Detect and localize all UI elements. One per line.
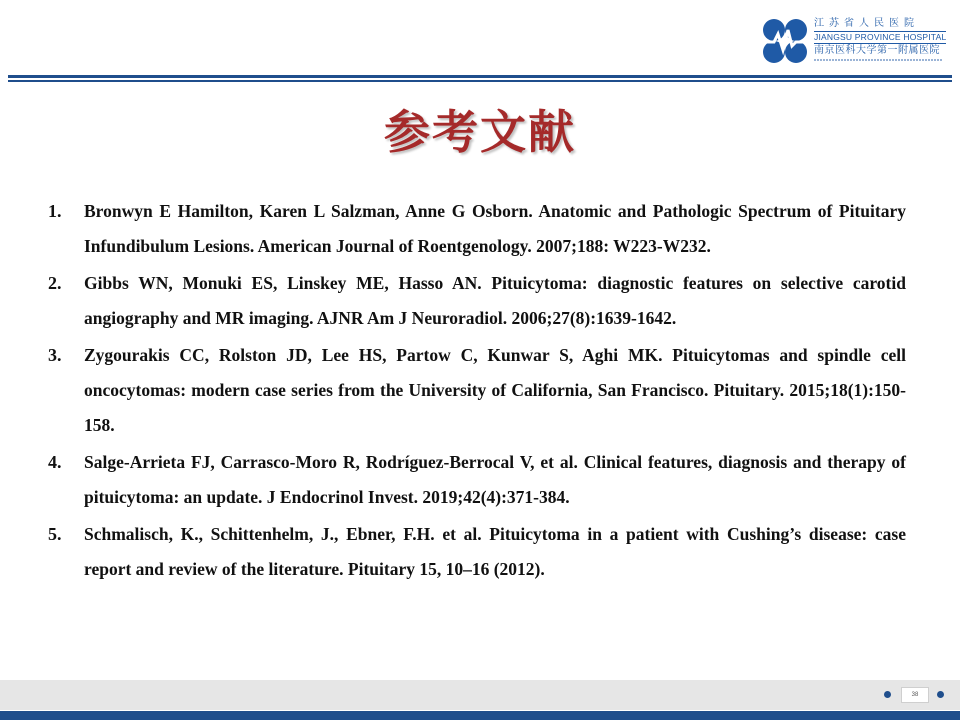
reference-number: 3. <box>48 345 62 365</box>
reference-number: 4. <box>48 452 62 472</box>
reference-item <box>48 338 906 443</box>
page-number: 38 <box>901 687 929 703</box>
reference-text: Bronwyn E Hamilton, Karen L Salzman, Anne G Osborn. Anatomic and Pathologic Spectrum of Pituitary Infundibulum Lesions. American Journal of Roentgenology. 2007;188: W223-W232. <box>84 201 906 256</box>
header-divider <box>8 75 952 78</box>
reference-item <box>48 266 906 336</box>
logo-fine-print <box>814 59 942 61</box>
reference-item <box>48 194 906 264</box>
logo-english-name: JIANGSU PROVINCE HOSPITAL <box>814 32 947 42</box>
reference-text: Zygourakis CC, Rolston JD, Lee HS, Partow C, Kunwar S, Aghi MK. Pituicytomas and spindle cell oncocytomas: modern case series from the University of California, San Francisco. Pituitary. 2015;18(1):150-158. <box>84 345 906 435</box>
hospital-logo <box>760 14 946 68</box>
logo-text <box>814 18 946 61</box>
reference-list <box>48 194 906 589</box>
reference-number: 1. <box>48 201 62 221</box>
reference-item <box>48 445 906 515</box>
reference-text: Schmalisch, K., Schittenhelm, J., Ebner, F.H. et al. Pituicytoma in a patient with Cushing’s disease: case report and review of the literature. Pituitary 15, 10–16 (2012). <box>84 524 906 579</box>
nav-dot-icon <box>884 691 891 698</box>
footer-band <box>0 680 960 710</box>
reference-number: 2. <box>48 273 62 293</box>
logo-affiliation: 南京医科大学第一附属医院 <box>814 45 940 56</box>
hospital-emblem-icon <box>760 16 810 66</box>
header-divider-thin <box>8 80 952 82</box>
footer-bar <box>0 711 960 720</box>
reference-text: Gibbs WN, Monuki ES, Linskey ME, Hasso AN. Pituicytoma: diagnostic features on selective carotid angiography and MR imaging. AJNR Am J Neuroradiol. 2006;27(8):1639-1642. <box>84 273 906 328</box>
nav-dot-icon <box>937 691 944 698</box>
reference-number: 5. <box>48 524 62 544</box>
logo-chinese-name: 江苏省人民医院 <box>814 18 919 29</box>
reference-item <box>48 517 906 587</box>
reference-text: Salge-Arrieta FJ, Carrasco-Moro R, Rodríguez-Berrocal V, et al. Clinical features, diagnosis and therapy of pituicytoma: an update. J Endocrinol Invest. 2019;42(4):371-384. <box>84 452 906 507</box>
page-title: 参考文献 <box>384 105 576 159</box>
